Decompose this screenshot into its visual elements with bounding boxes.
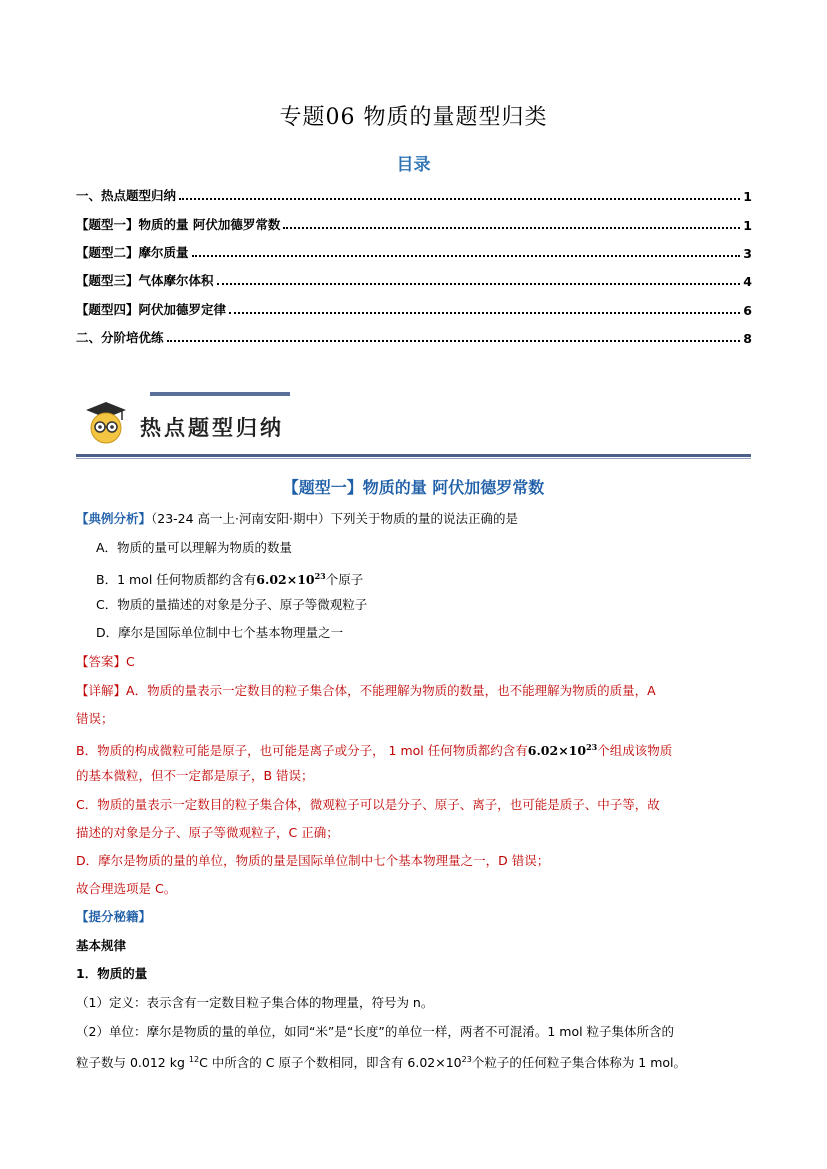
detail-c-line2: 描述的对象是分子、原子等微观粒子，C 正确； [76,825,339,840]
carbon-mass-number: 12 [188,1055,200,1064]
toc-item-label: 【题型三】气体摩尔体积 [76,273,214,288]
banner-divider [76,454,751,457]
toc-item-label: 【题型四】阿伏加德罗定律 [76,302,227,317]
detail-c-line1: C．物质的量表示一定数目的粒子集合体，微观粒子可以是分子、原子、离子，也可能是质子、中子等，故 [76,797,660,812]
answer-line [76,653,756,671]
detail-a-text: A．物质的量表示一定数目的粒子集合体，不能理解为物质的数量，也不能理解为物质的质量，A [126,683,656,698]
unit-line1: （2）单位：摩尔是物质的量的单位，如同“米”是“长度”的单位一样，两者不可混淆。1 mol 粒子集体所含的 [76,1024,675,1039]
toc-item[interactable] [76,186,752,204]
toc-item-page: 6 [743,303,752,318]
toc-item-label: 【题型一】物质的量 阿伏加德罗常数 [76,217,281,232]
toc-item[interactable] [76,215,752,233]
conclusion-line: 故合理选项是 C。 [76,881,177,896]
option-a: A．物质的量可以理解为物质的数量 [96,540,293,555]
toc-item[interactable] [76,328,752,346]
detail-b-exponent: 23 [586,742,598,752]
detail-a-line1 [76,682,756,700]
detail-b-line2: 的基本微粒，但不一定都是原子，B 错误； [76,768,314,783]
unit-line2 [76,1051,756,1072]
unit-text-c: 个粒子的任何粒子集合体称为 1 mol。 [471,1055,687,1071]
option-c: C．物质的量描述的对象是分子、原子等微观粒子 [96,597,368,612]
option-b-exponent: 23 [314,571,326,581]
toc-item-page: 8 [743,331,752,346]
detail-d-line: D．摩尔是物质的量的单位，物质的量是国际单位制中七个基本物理量之一，D 错误； [76,853,550,868]
toc-item-page: 1 [743,218,752,233]
toc-item-page: 1 [743,189,752,204]
option-b-text: B．1 mol 任何物质都约含有 [96,572,257,588]
toc-item-label: 二、分阶培优练 [76,330,164,345]
answer-value: C [126,654,135,669]
unit-text-a: 粒子数与 0.012 kg [76,1055,189,1071]
basic-rules-heading: 基本规律 [76,938,127,953]
toc-heading: 目录 [396,155,431,175]
toc-item[interactable] [76,243,752,261]
toc-item[interactable] [76,300,752,318]
toc-item-label: 一、热点题型归纳 [76,188,177,203]
question-text: （23-24 高一上·河南安阳·期中）下列关于物质的量的说法正确的是 [151,511,519,526]
answer-tag: 【答案】 [76,654,127,669]
detail-tag: 【详解】 [76,683,127,698]
option-d: D．摩尔是国际单位制中七个基本物理量之一 [96,625,344,640]
tips-tag: 【提分秘籍】 [76,909,152,924]
example-tag: 【典例分析】 [76,511,152,526]
detail-b-line1 [76,738,756,760]
option-b-tail: 个原子 [325,572,364,588]
banner-top-bar [150,392,290,396]
section-heading: 【题型一】物质的量 阿伏加德罗常数 [282,478,545,497]
scholar-mascot-icon [82,398,130,446]
detail-b-text: B．物质的构成微粒可能是原子，也可能是离子或分子， 1 mol 任何物质都约含有 [76,743,528,759]
option-b [96,567,776,589]
toc-item-page: 3 [743,246,752,261]
tips-subheading: 1．物质的量 [76,966,148,981]
toc-item[interactable] [76,271,752,289]
page-title: 专题06 物质的量题型归类 [279,105,548,130]
example-question [76,510,756,528]
banner-divider-thin [76,458,751,459]
toc-item-label: 【题型二】摩尔质量 [76,245,189,260]
banner-text: 热点题型归纳 [140,415,284,440]
detail-a-line2: 错误； [76,711,114,726]
definition-line: （1）定义：表示含有一定数目粒子集合体的物理量，符号为 n。 [76,995,434,1010]
toc-item-page: 4 [743,274,752,289]
option-b-number: 6.02×10 [256,572,315,588]
unit-text-b: C 中所含的 C 原子个数相同，即含有 6.02×10 [199,1055,462,1071]
detail-b-number: 6.02×10 [527,743,587,759]
detail-b-tail: 个组成该物质 [597,743,673,759]
avogadro-exponent: 23 [461,1055,472,1064]
